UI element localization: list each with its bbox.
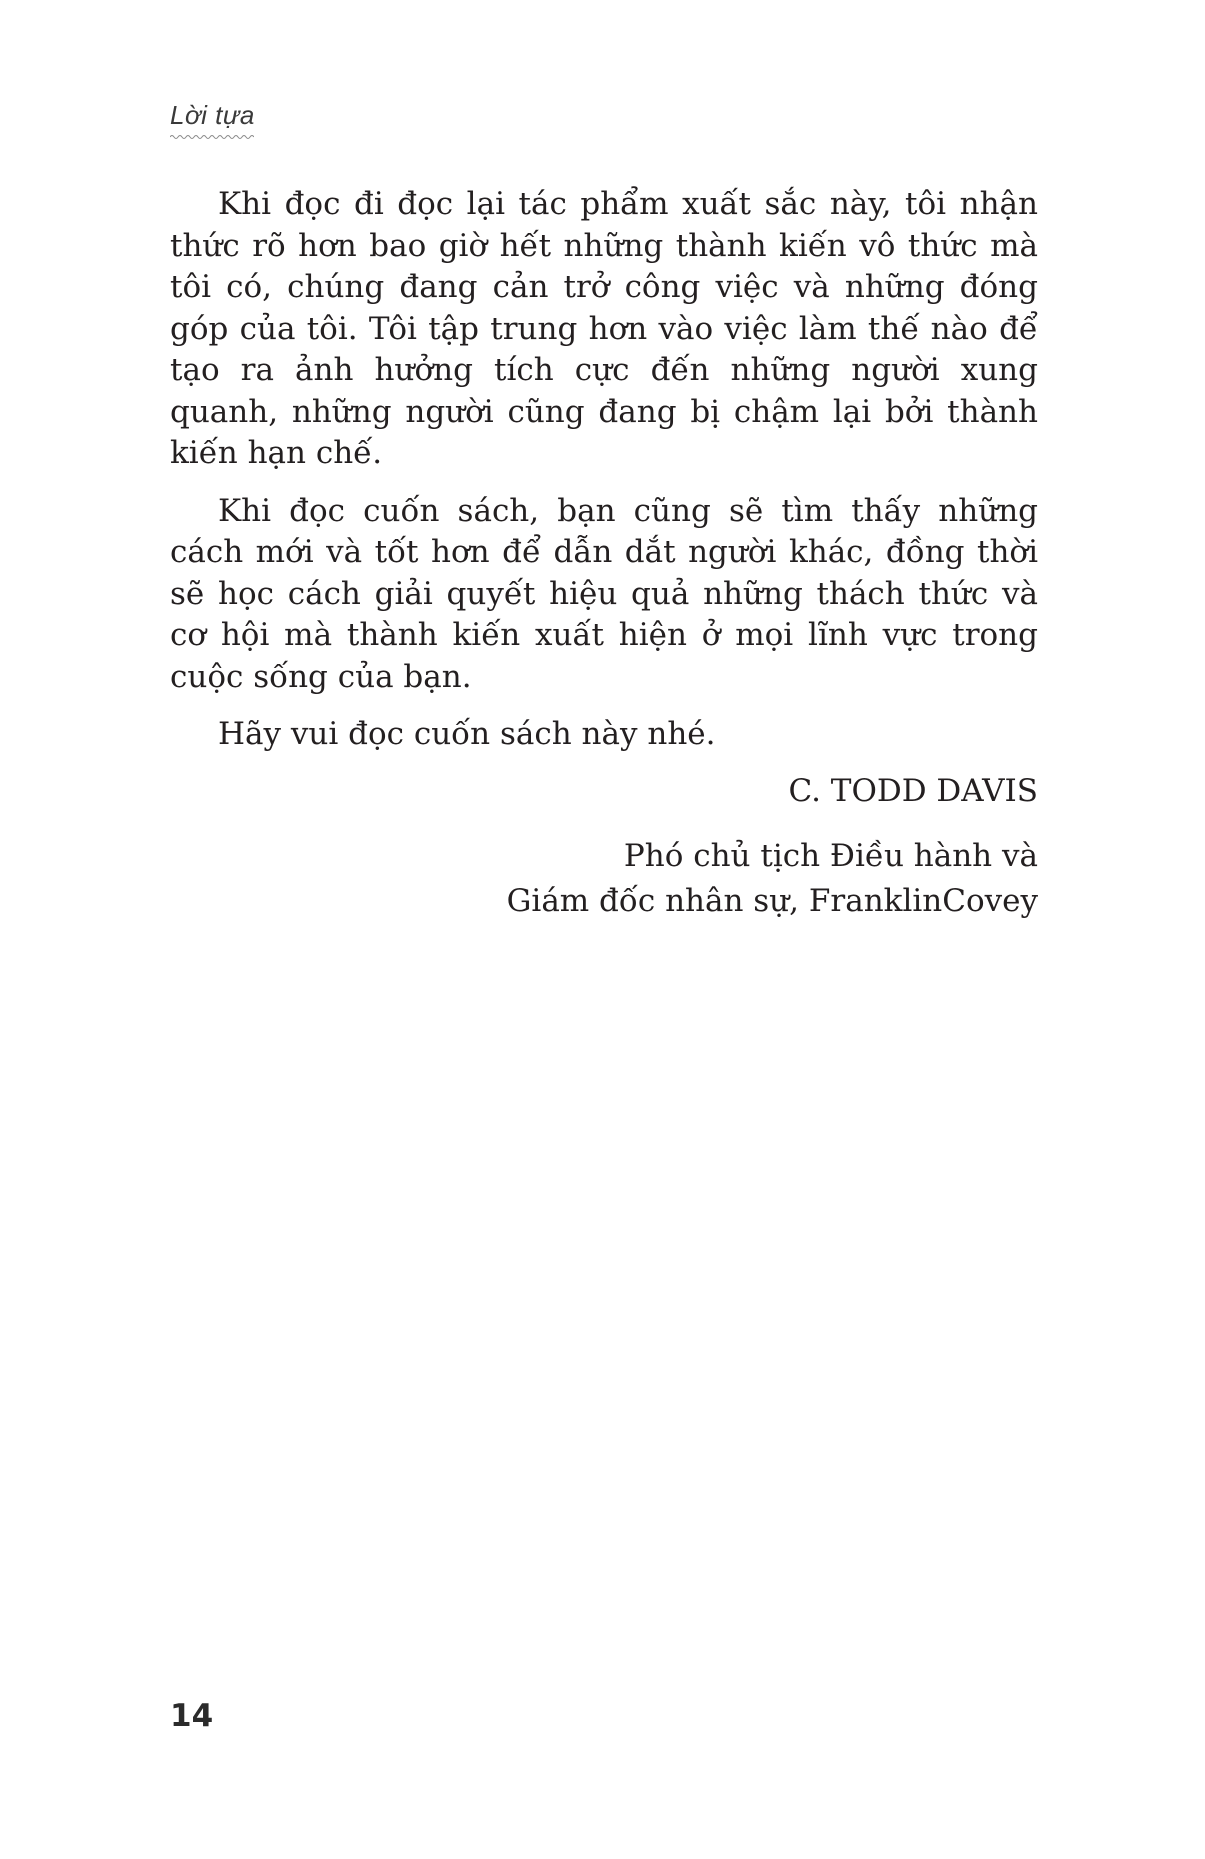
header-wavy-underline bbox=[170, 134, 254, 140]
paragraph-1: Khi đọc đi đọc lại tác phẩm xuất sắc này, tôi nhận thức rõ hơn bao giờ hết những thành kiến vô thức mà tôi có, chúng đang cản trở công việc và những đóng góp của tôi. Tôi tập trung hơn vào việc làm thế nào để tạo ra ảnh hưởng tích cực đến những người xung quanh, những người cũng đang bị chậm lại bởi thành kiến hạn chế. bbox=[170, 186, 1038, 471]
signature-title-line-1: Phó chủ tịch Điều hành và bbox=[623, 838, 1038, 874]
signature-title-line-2: Giám đốc nhân sự, FranklinCovey bbox=[506, 883, 1038, 919]
signature-name: C. TODD DAVIS bbox=[788, 773, 1038, 809]
page-number: 14 bbox=[170, 1698, 214, 1734]
running-header-title: Lời tựa bbox=[170, 100, 255, 130]
paragraph-2: Khi đọc cuốn sách, bạn cũng sẽ tìm thấy những cách mới và tốt hơn để dẫn dắt người khác, đồng thời sẽ học cách giải quyết hiệu quả những thách thức và cơ hội mà thành kiến xuất hiện ở mọi lĩnh vực trong cuộc sống của bạn. bbox=[170, 492, 1038, 695]
paragraph-3: Hãy vui đọc cuốn sách này nhé. bbox=[218, 716, 716, 752]
body-text bbox=[170, 184, 1038, 772]
signature-block bbox=[338, 770, 1038, 924]
